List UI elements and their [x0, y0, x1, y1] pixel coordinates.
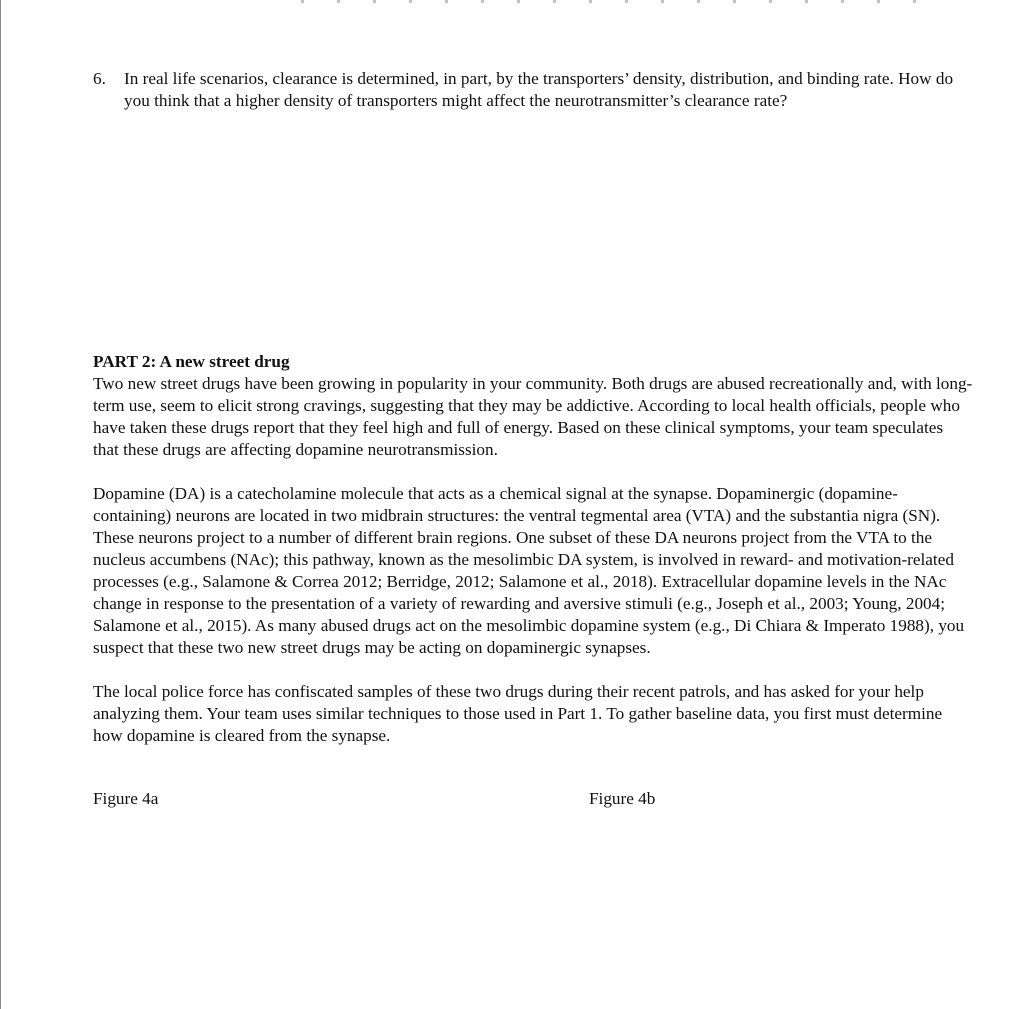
section-heading: PART 2: A new street drug [93, 352, 290, 371]
figure-4b-label: Figure 4b [589, 789, 656, 808]
cut-off-text-remnant [301, 0, 941, 3]
paragraph-dopamine: Dopamine (DA) is a catecholamine molecule that acts as a chemical signal at the synapse. Dopaminergic (dopamine-containing) neurons are located in two midbrain structures: the ventral tegmental area (VTA) and the substantia nigra (SN). These neurons project to a number of different brain regions. One subset of these DA neurons project from the VTA to the nucleus accumbens (NAc); this pathway, known as the mesolimbic DA system, is involved in reward- and motivation-related processes (e.g., Salamone & Correa 2012; Berridge, 2012; Salamone et al., 2018). Extracellular dopamine levels in the NAc change in response to the presentation of a variety of rewarding and aversive stimuli (e.g., Joseph et al., 2003; Young, 2004; Salamone et al., 2015). As many abused drugs act on the mesolimbic dopamine system (e.g., Di Chiara & Imperato 1988), you suspect that these two new street drugs may be acting on dopaminergic synapses. [93, 484, 965, 657]
paragraph-intro: Two new street drugs have been growing in popularity in your community. Both drugs are abused recreationally and, with long-term use, seem to elicit strong cravings, suggesting that they may be addictive. According to local health officials, people who have taken these drugs report that they feel high and full of energy. Based on these clinical symptoms, your team speculates that these drugs are affecting dopamine neurotransmission. [93, 374, 973, 459]
paragraph-police: The local police force has confiscated samples of these two drugs during their recent patrols, and has asked for your help analyzing them. Your team uses similar techniques to those used in Part 1. To gather baseline data, you first must determine how dopamine is cleared from the synapse. [93, 682, 943, 745]
question-text: In real life scenarios, clearance is determined, in part, by the transporters’ density, distribution, and binding rate. How do you think that a higher density of transporters might affect the neurotransmitter’s clearance rate? [124, 69, 954, 110]
part-2-section [93, 351, 973, 769]
question-number: 6. [93, 69, 106, 88]
question-6 [93, 68, 973, 112]
figure-4a-label: Figure 4a [93, 789, 159, 808]
